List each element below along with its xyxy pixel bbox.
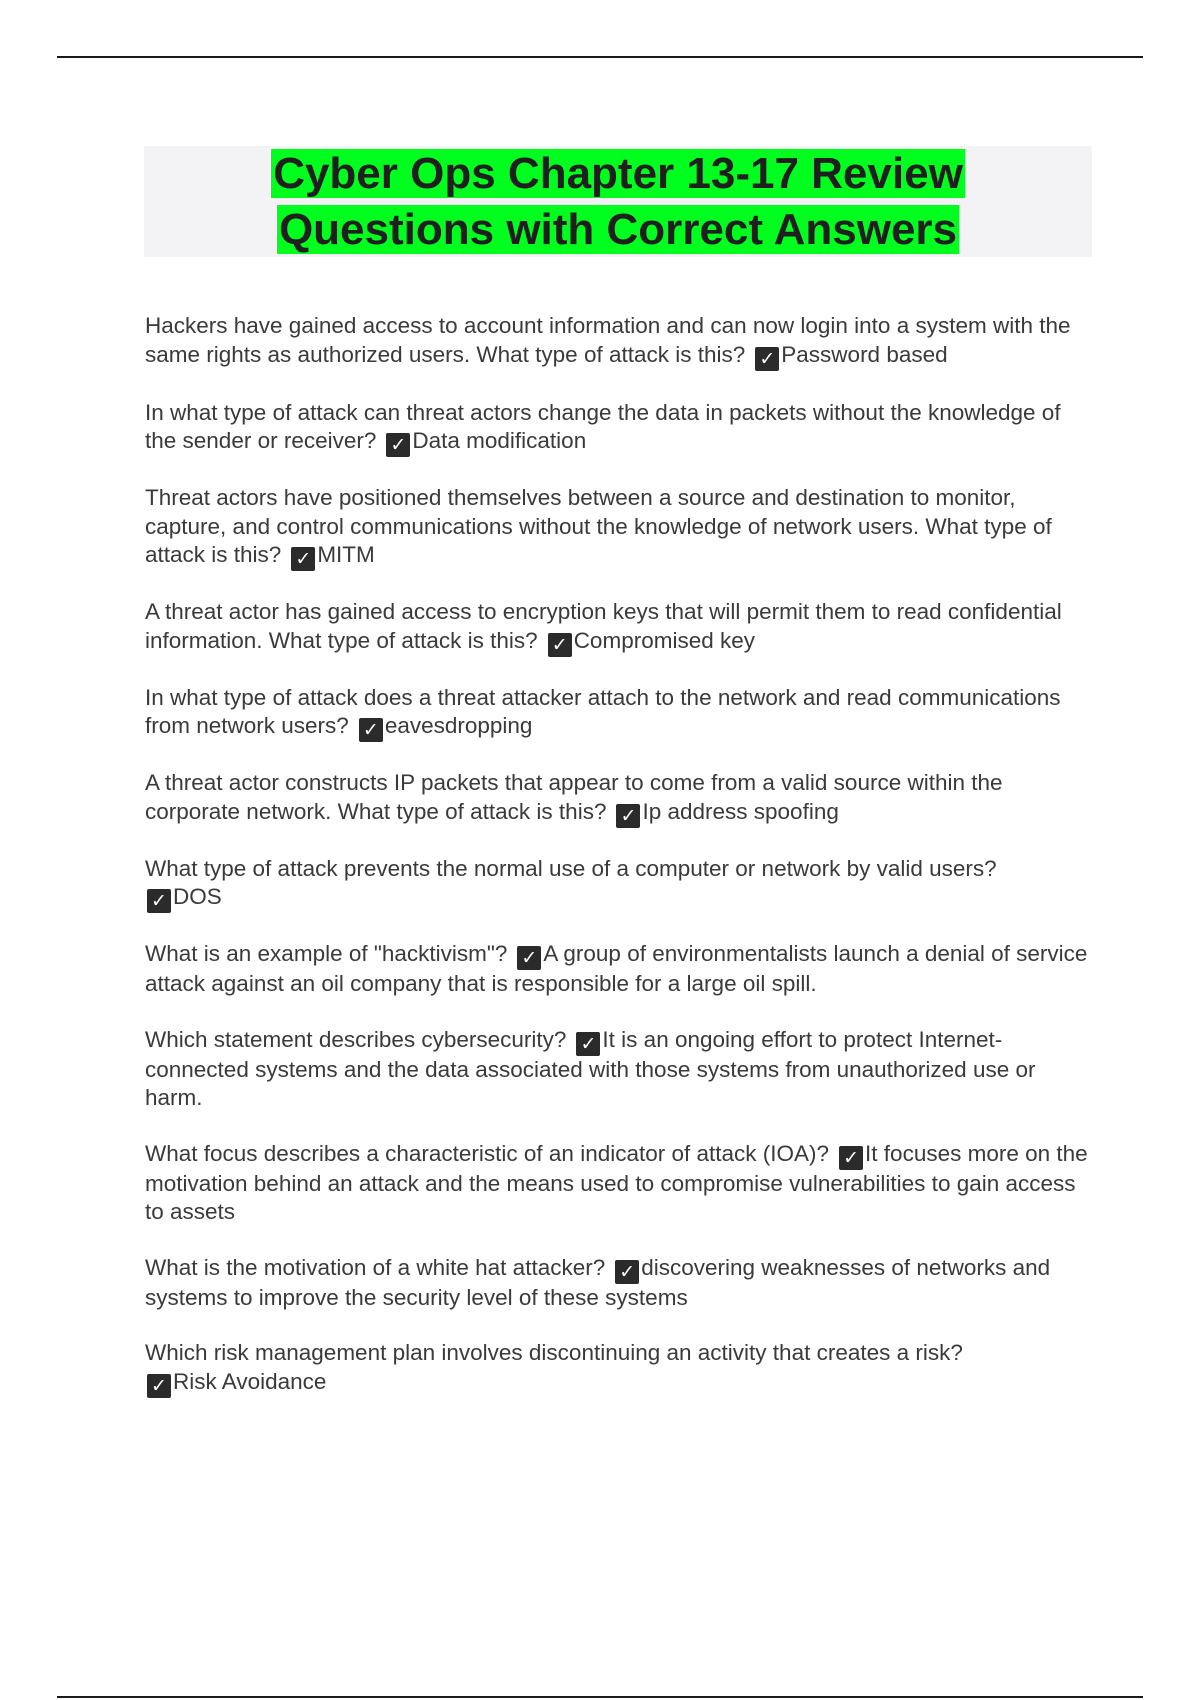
checkmark-icon: ✓ [839,1146,863,1170]
question-text: In what type of attack can threat actors change the data in packets without the knowledge of the sender or receiver? [145,399,1061,453]
qa-item [145,684,1090,743]
question-text: What is an example of "hacktivism"? [145,941,508,966]
checkmark-icon: ✓ [517,946,541,970]
qa-item [145,855,1090,914]
answer-text: Data modification [412,428,587,453]
qa-item [145,1140,1090,1227]
qa-item [145,940,1090,999]
answer-text: MITM [317,542,375,567]
question-text: What is the motivation of a white hat attacker? [145,1254,606,1280]
checkmark-icon: ✓ [147,1374,171,1398]
qa-item [145,1026,1090,1113]
qa-item [145,1254,1090,1313]
checkmark-icon: ✓ [386,433,410,457]
qa-item [145,484,1090,571]
checkmark-icon: ✓ [291,547,315,571]
title-line-2: Questions with Correct Answers [278,204,958,254]
checkmark-icon: ✓ [576,1032,600,1056]
answer-text: Ip address spoofing [642,798,839,824]
answer-text: Compromised key [573,627,755,653]
question-text: Which statement describes cybersecurity? [145,1026,567,1052]
qa-item [145,598,1090,657]
answer-text: A group of environmentalists launch a denial of service attack against an oil company that is responsible for a large oil spill. [145,941,1088,996]
answer-text: Risk Avoidance [173,1368,327,1394]
qa-item [145,1339,1090,1398]
qa-item [145,399,1090,458]
title-line-1: Cyber Ops Chapter 13-17 Review [273,148,963,198]
answer-text: discovering weaknesses of networks and systems to improve the security level of these systems [145,1254,1051,1310]
bottom-rule [57,1696,1143,1698]
document-title [271,146,965,258]
question-text: A threat actor has gained access to encryption keys that will permit them to read confidential information. What type of attack is this? [145,599,1062,653]
answer-text: DOS [173,884,222,909]
answer-text: It focuses more on the motivation behind an attack and the means used to compromise vulnerabilities to gain access to assets [145,1140,1088,1224]
qa-list [145,312,1090,1425]
question-text: Threat actors have positioned themselves between a source and destination to monitor, capture, and control communications without the knowledge of network users. What type of attack is this? [145,485,1052,567]
question-text: Which risk management plan involves discontinuing an activity that creates a risk? [145,1340,963,1365]
checkmark-icon: ✓ [755,347,779,371]
question-text: Hackers have gained access to account information and can now login into a system with the same rights as authorized users. What type of attack is this? [145,313,1071,367]
answer-text: Password based [781,341,948,367]
qa-item [145,312,1090,371]
title-banner [144,146,1092,257]
checkmark-icon: ✓ [616,804,640,828]
checkmark-icon: ✓ [615,1260,639,1284]
qa-item [145,769,1090,828]
top-rule [57,56,1143,58]
question-text: What type of attack prevents the normal use of a computer or network by valid users? [145,855,997,881]
question-text: A threat actor constructs IP packets that appear to come from a valid source within the corporate network. What type of attack is this? [145,770,1003,824]
checkmark-icon: ✓ [147,889,171,913]
checkmark-icon: ✓ [359,718,383,742]
answer-text: eavesdropping [384,713,533,738]
checkmark-icon: ✓ [548,633,572,657]
question-text: In what type of attack does a threat attacker attach to the network and read communications from network users? [145,684,1061,738]
answer-text: It is an ongoing effort to protect Internet-connected systems and the data associated with those systems from unauthorized use or harm. [145,1026,1036,1110]
question-text: What focus describes a characteristic of an indicator of attack (IOA)? [145,1140,830,1166]
